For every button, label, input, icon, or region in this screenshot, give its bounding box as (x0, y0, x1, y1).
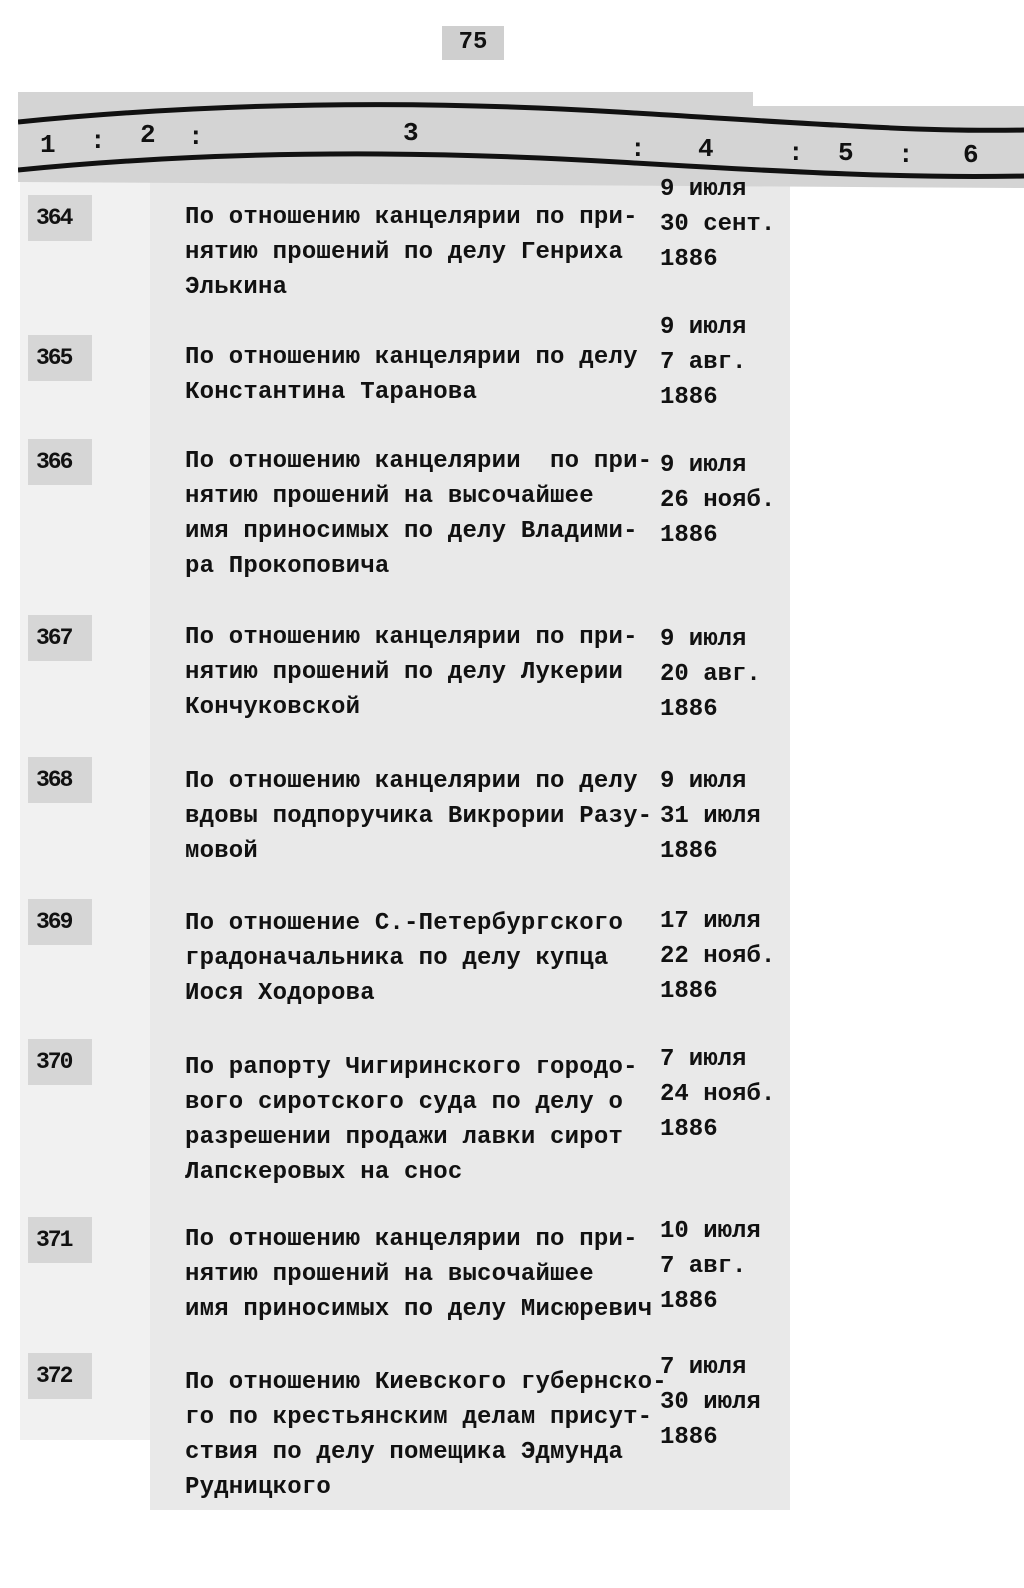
description-line: Кончуковской (185, 694, 361, 721)
description-line: По рапорту Чигиринского городо- (185, 1054, 638, 1081)
date-line: 7 авг. (660, 1253, 747, 1280)
entry-number: 364 (28, 195, 92, 241)
header-band (18, 92, 1024, 188)
date-line: 10 июля (660, 1218, 761, 1245)
description-line: имя приносимых по делу Мисюревич (185, 1296, 653, 1323)
entry-number: 371 (28, 1217, 92, 1263)
entry-dates (660, 1042, 775, 1147)
entry-description (185, 1222, 652, 1327)
description-line: Лапскеровых на снос (185, 1159, 463, 1186)
entry-number: 370 (28, 1039, 92, 1085)
date-line: 31 июля (660, 803, 761, 830)
page-number: 75 (442, 26, 504, 60)
description-line: По отношению Киевского губернско- (185, 1369, 667, 1396)
entry-dates (660, 904, 775, 1009)
entry-description (185, 1365, 667, 1505)
description-line: Элькина (185, 274, 288, 301)
date-line: 1886 (660, 1424, 718, 1451)
description-line: По отношению канцелярии по делу (185, 344, 638, 371)
description-line: нятию прошений по делу Лукерии (185, 659, 624, 686)
entry-number: 366 (28, 439, 92, 485)
table-header (18, 92, 1024, 188)
date-line: 1886 (660, 384, 718, 411)
column-3-header: 3 (403, 118, 419, 148)
entry-dates (660, 622, 761, 727)
description-line: нятию прошений на высочайшее (185, 1261, 594, 1288)
date-line: 1886 (660, 1116, 718, 1143)
description-line: По отношению канцелярии по делу (185, 768, 638, 795)
description-line: разрешении продажи лавки сирот (185, 1124, 624, 1151)
entry-description (185, 200, 638, 305)
column-4-header: 4 (698, 134, 714, 164)
column-separator: : (90, 126, 106, 156)
date-line: 1886 (660, 696, 718, 723)
column-1-header: 1 (40, 130, 56, 160)
entry-number: 365 (28, 335, 92, 381)
date-line: 9 июля (660, 768, 747, 795)
entry-dates (660, 448, 775, 553)
description-line: ра Прокоповича (185, 553, 390, 580)
description-line: вого сиротского суда по делу о (185, 1089, 624, 1116)
description-line: По отношение С.-Петербургского (185, 910, 624, 937)
description-line: го по крестьянским делам присут- (185, 1404, 653, 1431)
description-line: вдовы подпоручика Викрории Разу- (185, 803, 653, 830)
description-line: нятию прошений на высочайшее (185, 483, 594, 510)
entry-description (185, 444, 652, 584)
date-line: 26 нояб. (660, 487, 776, 514)
entry-description (185, 340, 638, 410)
date-line: 9 июля (660, 626, 747, 653)
entry-number: 369 (28, 899, 92, 945)
column-5-header: 5 (838, 138, 854, 168)
date-line: 9 июля (660, 452, 747, 479)
description-line: Константина Таранова (185, 379, 478, 406)
date-line: 30 сент. (660, 211, 776, 238)
entry-description (185, 620, 638, 725)
entry-dates (660, 1214, 761, 1319)
description-line: мовой (185, 838, 259, 865)
column-separator: : (188, 122, 204, 152)
date-line: 9 июля (660, 176, 747, 203)
date-line: 1886 (660, 838, 718, 865)
date-line: 7 июля (660, 1046, 747, 1073)
entry-number: 372 (28, 1353, 92, 1399)
entry-dates (660, 310, 746, 415)
date-line: 1886 (660, 522, 718, 549)
entry-description (185, 906, 623, 1011)
description-line: По отношению канцелярии по при- (185, 624, 638, 651)
description-line: По отношению канцелярии по при- (185, 1226, 638, 1253)
date-line: 20 авг. (660, 661, 761, 688)
entry-number: 368 (28, 757, 92, 803)
date-line: 9 июля (660, 314, 747, 341)
date-line: 7 июля (660, 1354, 747, 1381)
description-line: нятию прошений по делу Генриха (185, 239, 624, 266)
date-line: 7 авг. (660, 349, 747, 376)
column-separator: : (898, 140, 914, 170)
description-line: имя приносимых по делу Владими- (185, 518, 638, 545)
entry-number: 367 (28, 615, 92, 661)
column-separator: : (788, 138, 804, 168)
entry-dates (660, 1350, 761, 1455)
entry-description (185, 764, 652, 869)
description-line: Иося Ходорова (185, 980, 375, 1007)
date-line: 1886 (660, 978, 718, 1005)
description-line: По отношению канцелярии по при- (185, 448, 653, 475)
date-line: 1886 (660, 1288, 718, 1315)
date-line: 30 июля (660, 1389, 761, 1416)
description-line: По отношению канцелярии по при- (185, 204, 638, 231)
column-2-header: 2 (140, 120, 156, 150)
entry-description (185, 1050, 638, 1190)
column-separator: : (630, 134, 646, 164)
description-line: градоначальника по делу купца (185, 945, 609, 972)
column-6-header: 6 (963, 140, 979, 170)
date-line: 1886 (660, 246, 718, 273)
entry-dates (660, 764, 761, 869)
date-line: 17 июля (660, 908, 761, 935)
date-line: 22 нояб. (660, 943, 776, 970)
description-line: ствия по делу помещика Эдмунда (185, 1439, 624, 1466)
date-line: 24 нояб. (660, 1081, 776, 1108)
entry-dates (660, 172, 775, 277)
description-line: Рудницкого (185, 1474, 332, 1501)
